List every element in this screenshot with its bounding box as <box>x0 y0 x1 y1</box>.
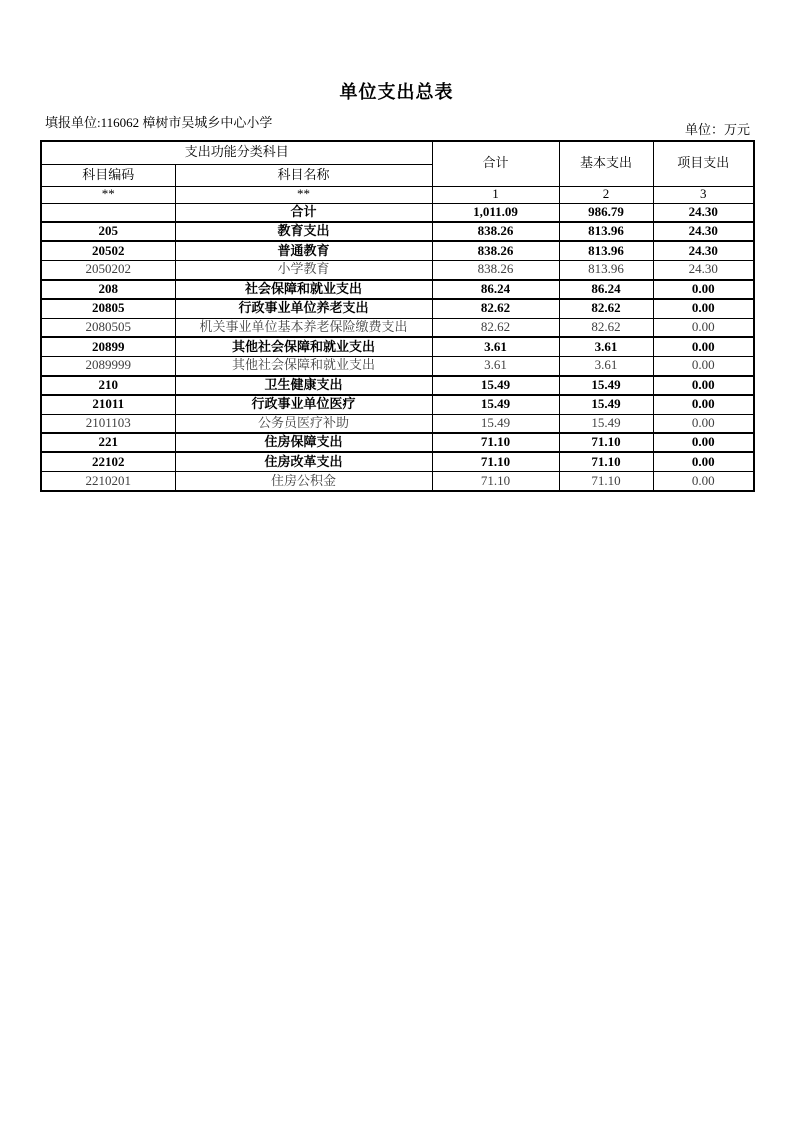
unit-label: 单位：万元 <box>684 122 750 137</box>
table-header <box>41 141 754 203</box>
cell-project: 24.30 <box>653 241 754 260</box>
cell-project: 0.00 <box>653 357 754 376</box>
cell-total: 15.49 <box>432 395 559 414</box>
table-row <box>41 337 754 356</box>
cell-total: 71.10 <box>432 472 559 491</box>
cell-project: 0.00 <box>653 452 754 471</box>
cell-code <box>41 203 175 222</box>
table-row <box>41 395 754 414</box>
cell-name: 住房保障支出 <box>175 433 432 452</box>
header-group-title: 支出功能分类科目 <box>41 141 432 164</box>
table-row <box>41 318 754 337</box>
cell-total: 86.24 <box>432 280 559 299</box>
header-basic: 基本支出 <box>559 141 653 186</box>
cell-code: 20899 <box>41 337 175 356</box>
cell-project: 0.00 <box>653 376 754 395</box>
cell-basic: 82.62 <box>559 299 653 318</box>
cell-code: 20502 <box>41 241 175 260</box>
cell-total: 15.49 <box>432 414 559 433</box>
header-row-group <box>41 141 754 164</box>
table-body <box>41 203 754 491</box>
cell-code: 2210201 <box>41 472 175 491</box>
cell-project: 0.00 <box>653 414 754 433</box>
cell-basic: 82.62 <box>559 318 653 337</box>
expenditure-table <box>40 140 755 492</box>
cell-name: 住房公积金 <box>175 472 432 491</box>
table-row <box>41 376 754 395</box>
cell-code: 20805 <box>41 299 175 318</box>
mask-code: ** <box>41 186 175 203</box>
cell-total: 71.10 <box>432 452 559 471</box>
header-total: 合计 <box>432 141 559 186</box>
cell-project: 0.00 <box>653 337 754 356</box>
cell-total: 3.61 <box>432 337 559 356</box>
cell-total: 71.10 <box>432 433 559 452</box>
cell-total: 838.26 <box>432 261 559 280</box>
header-project: 项目支出 <box>653 141 754 186</box>
header-row-mask <box>41 186 754 203</box>
cell-total: 82.62 <box>432 299 559 318</box>
table-row <box>41 452 754 471</box>
report-unit-label: 填报单位:116062 樟树市吴城乡中心小学 <box>45 115 273 130</box>
cell-project: 0.00 <box>653 433 754 452</box>
cell-project: 24.30 <box>653 203 754 222</box>
cell-name: 住房改革支出 <box>175 452 432 471</box>
table-row <box>41 414 754 433</box>
cell-code: 2089999 <box>41 357 175 376</box>
cell-code: 21011 <box>41 395 175 414</box>
table-row <box>41 433 754 452</box>
cell-code: 208 <box>41 280 175 299</box>
table-row <box>41 357 754 376</box>
cell-basic: 15.49 <box>559 395 653 414</box>
cell-name: 其他社会保障和就业支出 <box>175 337 432 356</box>
cell-total: 15.49 <box>432 376 559 395</box>
cell-project: 0.00 <box>653 395 754 414</box>
header-name: 科目名称 <box>175 164 432 186</box>
table-row <box>41 261 754 280</box>
cell-project: 0.00 <box>653 318 754 337</box>
cell-basic: 813.96 <box>559 241 653 260</box>
table-row <box>41 280 754 299</box>
col-number-1: 1 <box>432 186 559 203</box>
table-row <box>41 299 754 318</box>
cell-name: 合计 <box>175 203 432 222</box>
cell-basic: 813.96 <box>559 222 653 241</box>
cell-basic: 15.49 <box>559 376 653 395</box>
cell-basic: 3.61 <box>559 357 653 376</box>
col-number-3: 3 <box>653 186 754 203</box>
cell-code: 2080505 <box>41 318 175 337</box>
cell-basic: 986.79 <box>559 203 653 222</box>
cell-total: 838.26 <box>432 241 559 260</box>
mask-name: ** <box>175 186 432 203</box>
cell-code: 2050202 <box>41 261 175 280</box>
cell-project: 0.00 <box>653 299 754 318</box>
table-row <box>41 222 754 241</box>
cell-name: 行政事业单位养老支出 <box>175 299 432 318</box>
cell-name: 机关事业单位基本养老保险缴费支出 <box>175 318 432 337</box>
cell-code: 22102 <box>41 452 175 471</box>
cell-name: 社会保障和就业支出 <box>175 280 432 299</box>
cell-project: 0.00 <box>653 472 754 491</box>
cell-basic: 3.61 <box>559 337 653 356</box>
cell-basic: 71.10 <box>559 433 653 452</box>
cell-basic: 15.49 <box>559 414 653 433</box>
cell-code: 2101103 <box>41 414 175 433</box>
cell-name: 普通教育 <box>175 241 432 260</box>
cell-name: 教育支出 <box>175 222 432 241</box>
cell-code: 205 <box>41 222 175 241</box>
cell-total: 3.61 <box>432 357 559 376</box>
cell-code: 210 <box>41 376 175 395</box>
header-code: 科目编码 <box>41 164 175 186</box>
cell-total: 1,011.09 <box>432 203 559 222</box>
cell-project: 0.00 <box>653 280 754 299</box>
page-title: 单位支出总表 <box>339 82 454 102</box>
cell-name: 小学教育 <box>175 261 432 280</box>
table-row <box>41 203 754 222</box>
cell-project: 24.30 <box>653 222 754 241</box>
cell-project: 24.30 <box>653 261 754 280</box>
cell-name: 行政事业单位医疗 <box>175 395 432 414</box>
cell-code: 221 <box>41 433 175 452</box>
cell-basic: 71.10 <box>559 452 653 471</box>
cell-basic: 71.10 <box>559 472 653 491</box>
table-row <box>41 241 754 260</box>
cell-total: 838.26 <box>432 222 559 241</box>
cell-name: 其他社会保障和就业支出 <box>175 357 432 376</box>
table-row <box>41 472 754 491</box>
cell-name: 卫生健康支出 <box>175 376 432 395</box>
cell-total: 82.62 <box>432 318 559 337</box>
cell-basic: 813.96 <box>559 261 653 280</box>
cell-name: 公务员医疗补助 <box>175 414 432 433</box>
col-number-2: 2 <box>559 186 653 203</box>
cell-basic: 86.24 <box>559 280 653 299</box>
